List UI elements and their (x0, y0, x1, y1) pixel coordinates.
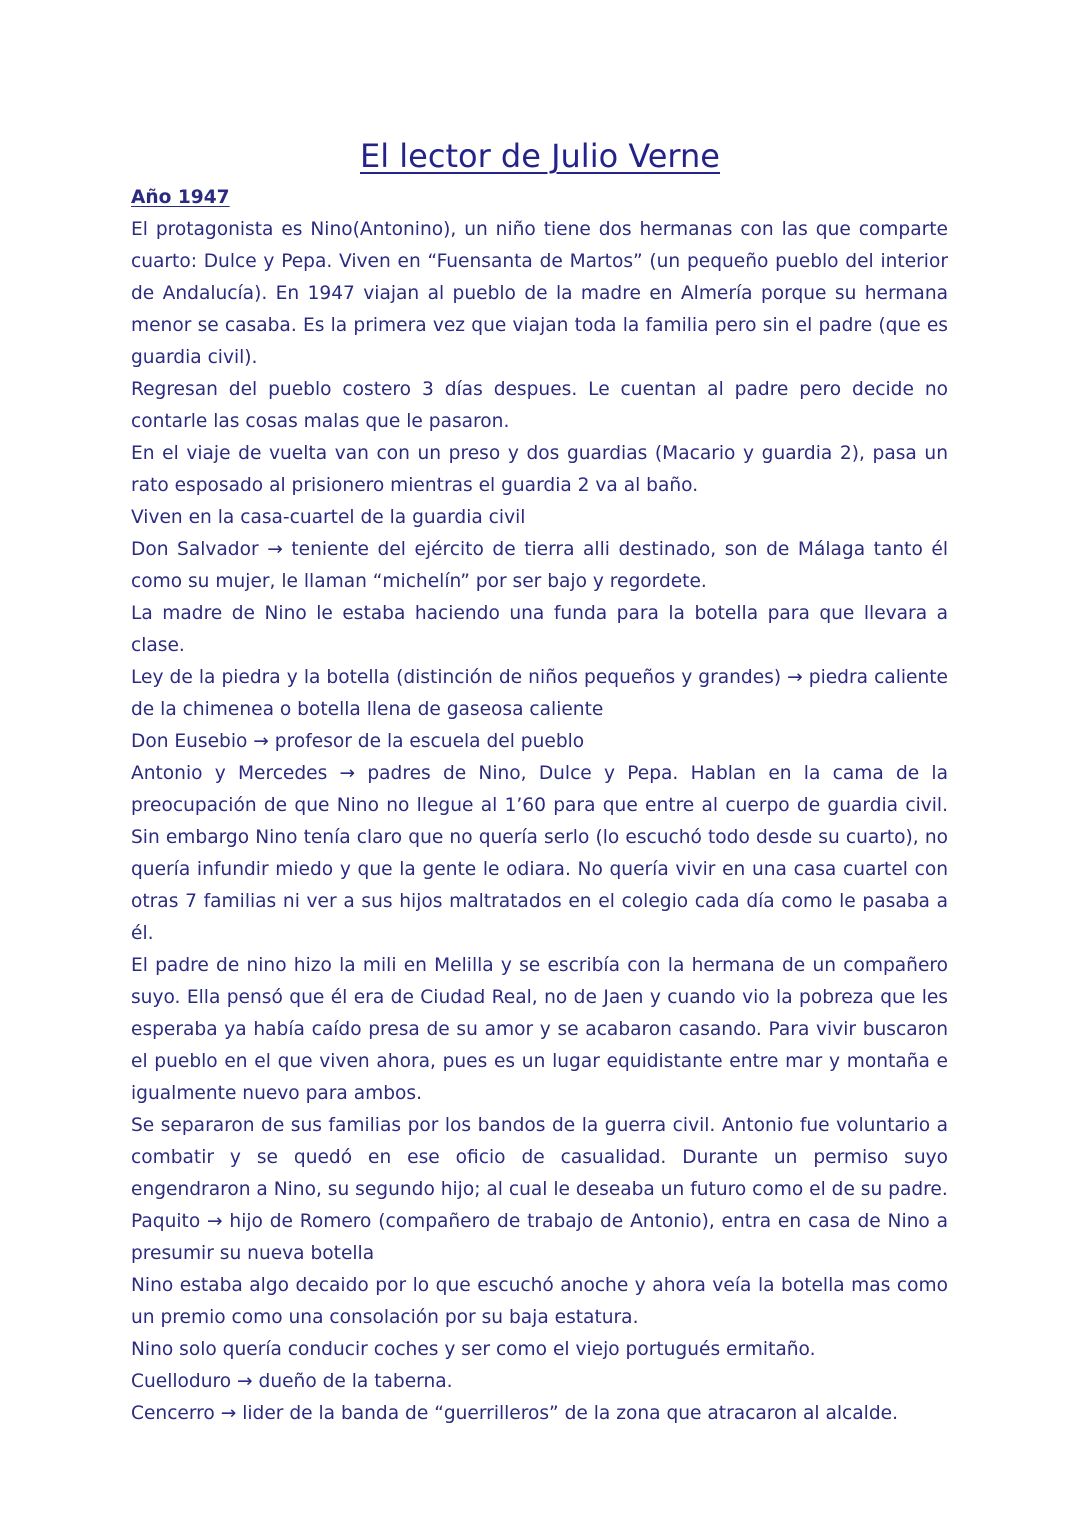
paragraph: Nino solo quería conducir coches y ser como el viejo portugués ermitaño. (131, 1339, 816, 1360)
year-heading: Año 1947 (131, 187, 230, 208)
paragraph: Regresan del pueblo costero 3 días despues. Le cuentan al padre pero decide no contarle las cosas malas que le pasaron. (131, 379, 948, 432)
paragraph: La madre de Nino le estaba haciendo una funda para la botella para que llevara a clase. (131, 603, 948, 656)
paragraph: Antonio y Mercedes → padres de Nino, Dulce y Pepa. Hablan en la cama de la preocupación de que Nino no llegue al 1’60 para que entre al cuerpo de guardia civil. Sin embargo Nino tenía claro que no quería serlo (lo escuchó todo desde su cuarto), no quería infundir miedo y que la gente le odiara. No quería vivir en una casa cuartel con otras 7 familias ni ver a sus hijos maltratados en el colegio cada día como le pasaba a él. (131, 763, 948, 944)
paragraph: Don Eusebio → profesor de la escuela del pueblo (131, 731, 585, 752)
paragraph: Cencerro → lider de la banda de “guerrilleros” de la zona que atracaron al alcalde. (131, 1403, 898, 1424)
paragraph: Cuelloduro → dueño de la taberna. (131, 1371, 453, 1392)
paragraph: El padre de nino hizo la mili en Melilla y se escribía con la hermana de un compañero suyo. Ella pensó que él era de Ciudad Real, no de Jaen y cuando vio la pobreza que les esperaba ya había caído presa de su amor y se acabaron casando. Para vivir buscaron el pueblo en el que viven ahora, pues es un lugar equidistante entre mar y montaña e igualmente nuevo para ambos. (131, 955, 948, 1104)
paragraph: Don Salvador → teniente del ejército de tierra alli destinado, son de Málaga tanto él como su mujer, le llaman “michelín” por ser bajo y regordete. (131, 539, 948, 592)
document-title (0, 132, 1080, 180)
document-body (131, 182, 948, 1430)
paragraph: Nino estaba algo decaido por lo que escuchó anoche y ahora veía la botella mas como un premio como una consolación por su baja estatura. (131, 1275, 948, 1328)
paragraph: Paquito → hijo de Romero (compañero de trabajo de Antonio), entra en casa de Nino a presumir su nueva botella (131, 1211, 948, 1264)
paragraph: El protagonista es Nino(Antonino), un niño tiene dos hermanas con las que comparte cuarto: Dulce y Pepa. Viven en “Fuensanta de Martos” (un pequeño pueblo del interior de Andalucía). En 1947 viajan al pueblo de la madre en Almería porque su hermana menor se casaba. Es la primera vez que viajan toda la familia pero sin el padre (que es guardia civil). (131, 219, 948, 368)
paragraph: Viven en la casa-cuartel de la guardia civil (131, 507, 526, 528)
paragraph: En el viaje de vuelta van con un preso y dos guardias (Macario y guardia 2), pasa un rato esposado al prisionero mientras el guardia 2 va al baño. (131, 443, 948, 496)
document-title-text: El lector de Julio Verne (360, 137, 720, 175)
paragraph: Se separaron de sus familias por los bandos de la guerra civil. Antonio fue voluntario a combatir y se quedó en ese oficio de casualidad. Durante un permiso suyo engendraron a Nino, su segundo hijo; al cual le deseaba un futuro como el de su padre. (131, 1115, 948, 1200)
paragraph: Ley de la piedra y la botella (distinción de niños pequeños y grandes) → piedra caliente de la chimenea o botella llena de gaseosa caliente (131, 667, 948, 720)
